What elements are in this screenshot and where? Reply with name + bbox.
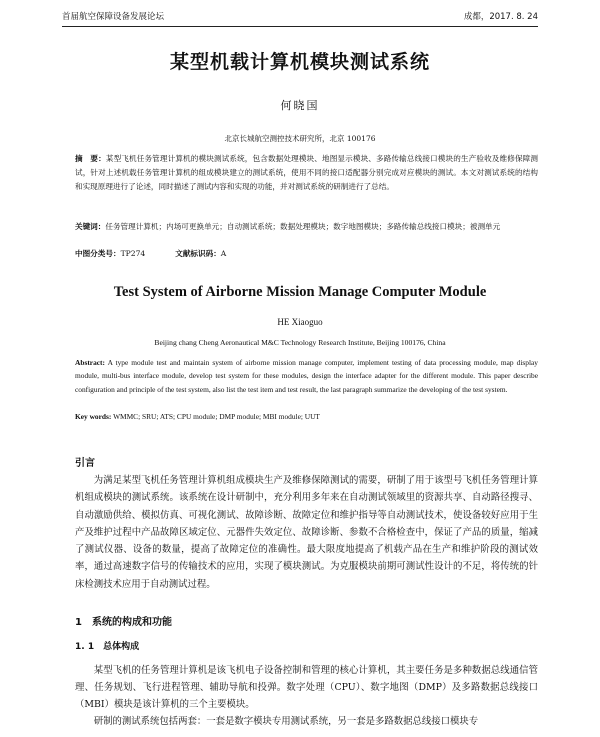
abstract-en <box>75 356 538 396</box>
title-cn: 某型机载计算机模块测试系统 <box>169 51 430 73</box>
title-en: Test System of Airborne Mission Manage Computer Module <box>113 284 487 300</box>
author-cn: 何晓国 <box>280 99 320 112</box>
clc-label: 中图分类号： <box>75 249 121 258</box>
header-rule <box>62 26 538 27</box>
section-1-1-paragraph-1: 某型飞机的任务管理计算机是该飞机电子设备控制和管理的核心计算机，其主要任务是多种数据总线通信管理、任务规划、飞行进程管理、辅助导航和投弹。数字处理（CPU）、数字地图（DMP）及多路数据总线接口（MBI）模块是该计算机的三个主要模块。 <box>75 665 538 710</box>
intro-body <box>75 472 538 593</box>
abstract-en-label: Abstract: <box>75 358 105 367</box>
keywords-cn-text: 任务管理计算机；内场可更换单元；自动测试系统；数据处理模块；数字地图模块；多路传输总线接口模块；被测单元 <box>105 222 501 231</box>
abstract-en-text: A type module test and maintain system of airborne mission manage computer, implement testing of data processing module, map display module, multi-bus interface module, develop test system for these modules, design the interface adapter for the different module. This paper describe configuration and principle of the test system, also list the test item and test result, the last paragraph summarize the developing of the test system. <box>75 358 538 394</box>
running-header <box>62 8 538 24</box>
clc-value: TP274 <box>120 249 146 258</box>
doc-code-label: 文献标识码： <box>175 249 221 258</box>
affiliation-cn: 北京长城航空测控技术研究所，北京 100176 <box>224 134 376 143</box>
classification-line <box>75 248 226 259</box>
keywords-en <box>75 412 538 421</box>
author-en: HE Xiaoguo <box>277 317 323 327</box>
abstract-cn <box>75 152 538 195</box>
section-1-1-body <box>75 662 538 730</box>
location-date: 成都，2017. 8. 24 <box>463 12 538 22</box>
section-1-1-paragraph-2: 研制的测试系统包括两套：一套是数字模块专用测试系统，另一套是多路数据总线接口模块专 <box>93 716 479 727</box>
keywords-en-label: Key words: <box>75 412 112 421</box>
keywords-cn <box>75 220 538 234</box>
doc-code-value: A <box>220 249 227 258</box>
section-1-heading: 1 系统的构成和功能 <box>75 617 172 628</box>
abstract-cn-label: 摘 要： <box>75 154 106 163</box>
keywords-cn-label: 关键词： <box>75 222 106 231</box>
keywords-en-text: WMMC; SRU; ATS; CPU module; DMP module; MBI module; UUT <box>113 412 320 421</box>
abstract-cn-text: 某型飞机任务管理计算机的模块测试系统，包含数据处理模块、地图显示模块、多路传输总线接口模块的生产验收及维修保障测试，针对上述机载任务管理计算机的组成模块建立的测试系统，使用不同的接口适配器分别完成对应模块的测试。本文对测试系统的结构和实现原理进行了论述，同时描述了测试内容和实现的功能，并对测试系统的研制进行了总结。 <box>75 154 538 192</box>
affiliation-en: Beijing chang Cheng Aeronautical M&C Technology Research Institute, Beijing 100176, China <box>154 338 446 347</box>
section-1-1-heading: 1. 1 总体构成 <box>75 642 140 652</box>
journal-name: 首届航空保障设备发展论坛 <box>62 12 165 22</box>
intro-heading: 引言 <box>75 458 95 469</box>
intro-paragraph: 为满足某型飞机任务管理计算机组成模块生产及维修保障测试的需要，研制了用于该型号飞机任务管理计算机组成模块的测试系统。该系统在设计研制中，充分利用多年来在自动测试领域里的资源共享、自动路径搜寻、自动激励供给、模拟仿真、可视化测试、故障诊断、故障定位和维护指导等自动测试技术，使设备较好应用于生产及维护过程中产品故障区域定位、元器件失效定位、故障诊断、参数不合格检查中，保证了产品的质量，缩减了测试仪器、设备的数量，提高了故障定位的准确性。最大限度地提高了机载产品在生产和维护阶段的测试效率，通过高速数字信号的传输技术的应用，实现了模块测试。为克服模块前期可测试性设计的不足，将传统的针床检测技术应用于自动测试过程。 <box>75 475 538 590</box>
